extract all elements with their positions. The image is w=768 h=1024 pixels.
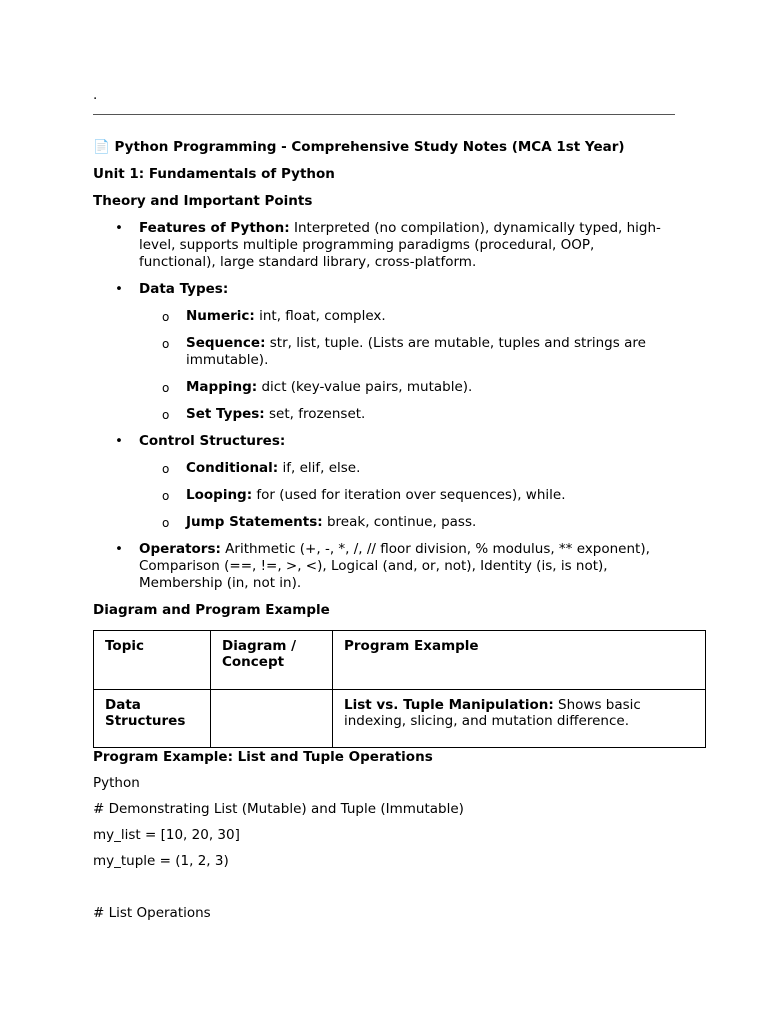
numeric-text: int, float, complex. [254,308,386,324]
sequence-label: Sequence: [186,335,266,351]
table-header-example: Program Example [333,631,706,690]
list-item-features [93,220,675,271]
theory-heading: Theory and Important Points [93,193,313,209]
conditional-text: if, elif, else. [278,460,361,476]
topic-table [93,630,706,748]
mapping-text: dict (key-value pairs, mutable). [257,379,473,395]
header-dot: . [93,87,98,103]
list-item-data-types [93,281,675,423]
control-sublist [139,460,675,531]
set-types-label: Set Types: [186,406,265,422]
table-header-row [94,631,706,690]
diagram-heading: Diagram and Program Example [93,602,330,618]
jump-label: Jump Statements: [186,514,323,530]
table-row [94,690,706,748]
example-label: List vs. Tuple Manipulation: [344,697,554,713]
control-label: Control Structures: [139,433,286,449]
operators-label: Operators: [139,541,221,557]
list-item-jump [139,514,676,531]
list-item-numeric [139,308,676,325]
doc-title: 📄 Python Programming - Comprehensive Study Notes (MCA 1st Year) [93,139,625,155]
sequence-text: str, list, tuple. (Lists are mutable, tuples and strings are immutable). [186,335,646,368]
unit-heading: Unit 1: Fundamentals of Python [93,166,335,182]
table-cell-topic: Data Structures [94,690,211,748]
code-block [93,775,705,922]
operators-text: Arithmetic (+, -, *, /, // floor division, % modulus, ** exponent), Comparison (==, !=, >, <), Logical (and, or, not), Identity (is, is not), Membership (in, not in). [139,541,650,591]
document-page [93,86,705,931]
code-line: my_tuple = (1, 2, 3) [93,853,229,869]
code-line: my_list = [10, 20, 30] [93,827,240,843]
conditional-label: Conditional: [186,460,279,476]
numeric-label: Numeric: [186,308,255,324]
example-text: Shows basic indexing, slicing, and mutation difference. [344,697,641,729]
code-line: # List Operations [93,905,211,921]
program-heading: Program Example: List and Tuple Operations [93,749,433,765]
features-text: Interpreted (no compilation), dynamically typed, high-level, supports multiple programming paradigms (procedural, OOP, functional), large standard library, cross-platform. [139,220,661,270]
set-types-text: set, frozenset. [264,406,366,422]
list-item-control [93,433,675,531]
list-item-conditional [139,460,676,477]
data-types-sublist [139,308,675,423]
header-rule [93,114,675,115]
table-cell-diagram [211,690,333,748]
looping-text: for (used for iteration over sequences), while. [252,487,566,503]
table-cell-example [333,690,706,748]
code-language: Python [93,775,140,791]
list-item-mapping [139,379,676,396]
table-header-topic: Topic [94,631,211,690]
jump-text: break, continue, pass. [322,514,477,530]
mapping-label: Mapping: [186,379,258,395]
looping-label: Looping: [186,487,253,503]
list-item-looping [139,487,676,504]
features-label: Features of Python: [139,220,290,236]
table-header-diagram: Diagram / Concept [211,631,333,690]
list-item-operators [93,541,675,592]
code-line-blank [93,879,705,896]
code-line: # Demonstrating List (Mutable) and Tuple (Immutable) [93,801,464,817]
list-item-sequence [139,335,676,369]
list-item-set-types [139,406,676,423]
data-types-label: Data Types: [139,281,229,297]
theory-list [93,220,705,592]
